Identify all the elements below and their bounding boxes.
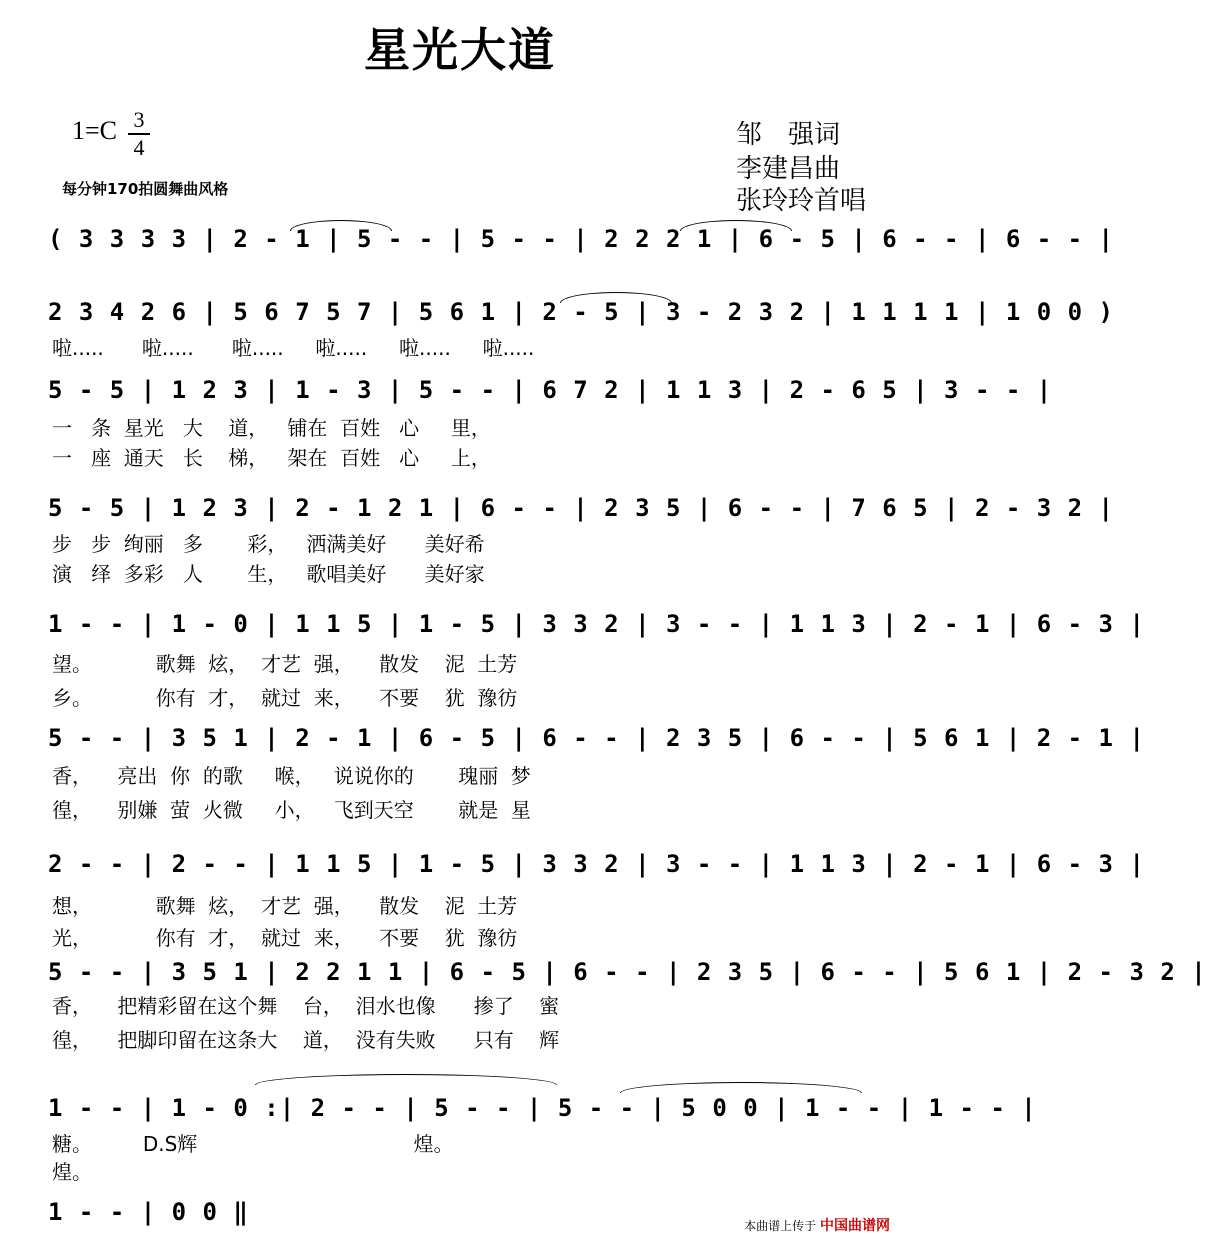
lyric-line: 徨， 把脚印留在这条大 道， 没有失败 只有 辉 (52, 1028, 560, 1052)
footer-site-logo: 中国曲谱网 (820, 1218, 890, 1234)
notation-line: 1 - - | 1 - 0 :| 2 - - | 5 - - | 5 - - | 5 0 0 | 1 - - | 1 - - | (48, 1094, 1037, 1122)
credit-lyricist: 邹 强词 (736, 120, 841, 150)
slur-mark (255, 1074, 557, 1085)
slur-mark (560, 292, 672, 303)
notation-line: 2 - - | 2 - - | 1 1 5 | 1 - 5 | 3 3 2 | 3 - - | 1 1 3 | 2 - 1 | 6 - 3 | (48, 850, 1145, 878)
time-signature-top: 3 (133, 107, 145, 132)
notation-line: 5 - 5 | 1 2 3 | 2 - 1 2 1 | 6 - - | 2 3 5 | 6 - - | 7 6 5 | 2 - 3 2 | (48, 494, 1114, 522)
page-title: 星光大道 (364, 23, 556, 77)
lyric-line: 乡。 你有 才， 就过 来， 不要 犹 豫彷 (52, 686, 518, 710)
lyric-line: 望。 歌舞 炫， 才艺 强， 散发 泥 土芳 (52, 652, 518, 676)
notation-line: 1 - - | 0 0 ‖ (48, 1198, 249, 1226)
footer-prefix: 本曲谱上传于 (744, 1219, 817, 1233)
lyric-line: 啦..... 啦..... 啦..... 啦..... 啦..... 啦..... (52, 336, 535, 360)
notation-line: 1 - - | 1 - 0 | 1 1 5 | 1 - 5 | 3 3 2 | 3 - - | 1 1 3 | 2 - 1 | 6 - 3 | (48, 610, 1145, 638)
lyric-line: 糖。 D.S辉 煌。 (52, 1132, 454, 1156)
tempo-marking: 每分钟170拍圆舞曲风格 (62, 180, 229, 198)
lyric-line: 步 步 绚丽 多 彩， 洒满美好 美好希 (52, 532, 485, 556)
lyric-line: 香， 把精彩留在这个舞 台， 泪水也像 掺了 蜜 (52, 994, 560, 1018)
lyric-line: 一 座 通天 长 梯， 架在 百姓 心 上， (52, 446, 491, 470)
lyric-line: 徨， 别嫌 萤 火微 小， 飞到天空 就是 星 (52, 798, 531, 822)
credit-singer: 张玲玲首唱 (736, 186, 867, 216)
notation-line: 2 3 4 2 6 | 5 6 7 5 7 | 5 6 1 | 2 - 5 | 3 - 2 3 2 | 1 1 1 1 | 1 0 0 ) (48, 298, 1114, 326)
lyric-line: 演 绎 多彩 人 生， 歌唱美好 美好家 (52, 562, 485, 586)
time-signature-bottom: 4 (133, 135, 145, 160)
lyric-line: 一 条 星光 大 道， 铺在 百姓 心 里， (52, 416, 491, 440)
notation-line: 5 - - | 3 5 1 | 2 - 1 | 6 - 5 | 6 - - | 2 3 5 | 6 - - | 5 6 1 | 2 - 1 | (48, 724, 1145, 752)
notation-line: 5 - 5 | 1 2 3 | 1 - 3 | 5 - - | 6 7 2 | 1 1 3 | 2 - 6 5 | 3 - - | (48, 376, 1053, 404)
notation-line: 5 - - | 3 5 1 | 2 2 1 1 | 6 - 5 | 6 - - | 2 3 5 | 6 - - | 5 6 1 | 2 - 3 2 | (48, 958, 1207, 986)
notation-line: ( 3 3 3 3 | 2 - 1 | 5 - - | 5 - - | 2 2 2 1 | 6 - 5 | 6 - - | 6 - - | (48, 225, 1114, 253)
slur-mark (680, 220, 792, 231)
lyric-line: 想， 歌舞 炫， 才艺 强， 散发 泥 土芳 (52, 894, 518, 918)
slur-mark (620, 1082, 862, 1093)
key-signature: 1=C (72, 116, 118, 145)
credit-composer: 李建昌曲 (736, 154, 841, 184)
lyric-line: 光， 你有 才， 就过 来， 不要 犹 豫彷 (52, 926, 518, 950)
slur-mark (290, 220, 392, 231)
lyric-line: 煌。 (52, 1160, 92, 1184)
footer-credit (744, 1215, 890, 1235)
time-signature (128, 108, 150, 160)
lyric-line: 香， 亮出 你 的歌 喉， 说说你的 瑰丽 梦 (52, 764, 531, 788)
